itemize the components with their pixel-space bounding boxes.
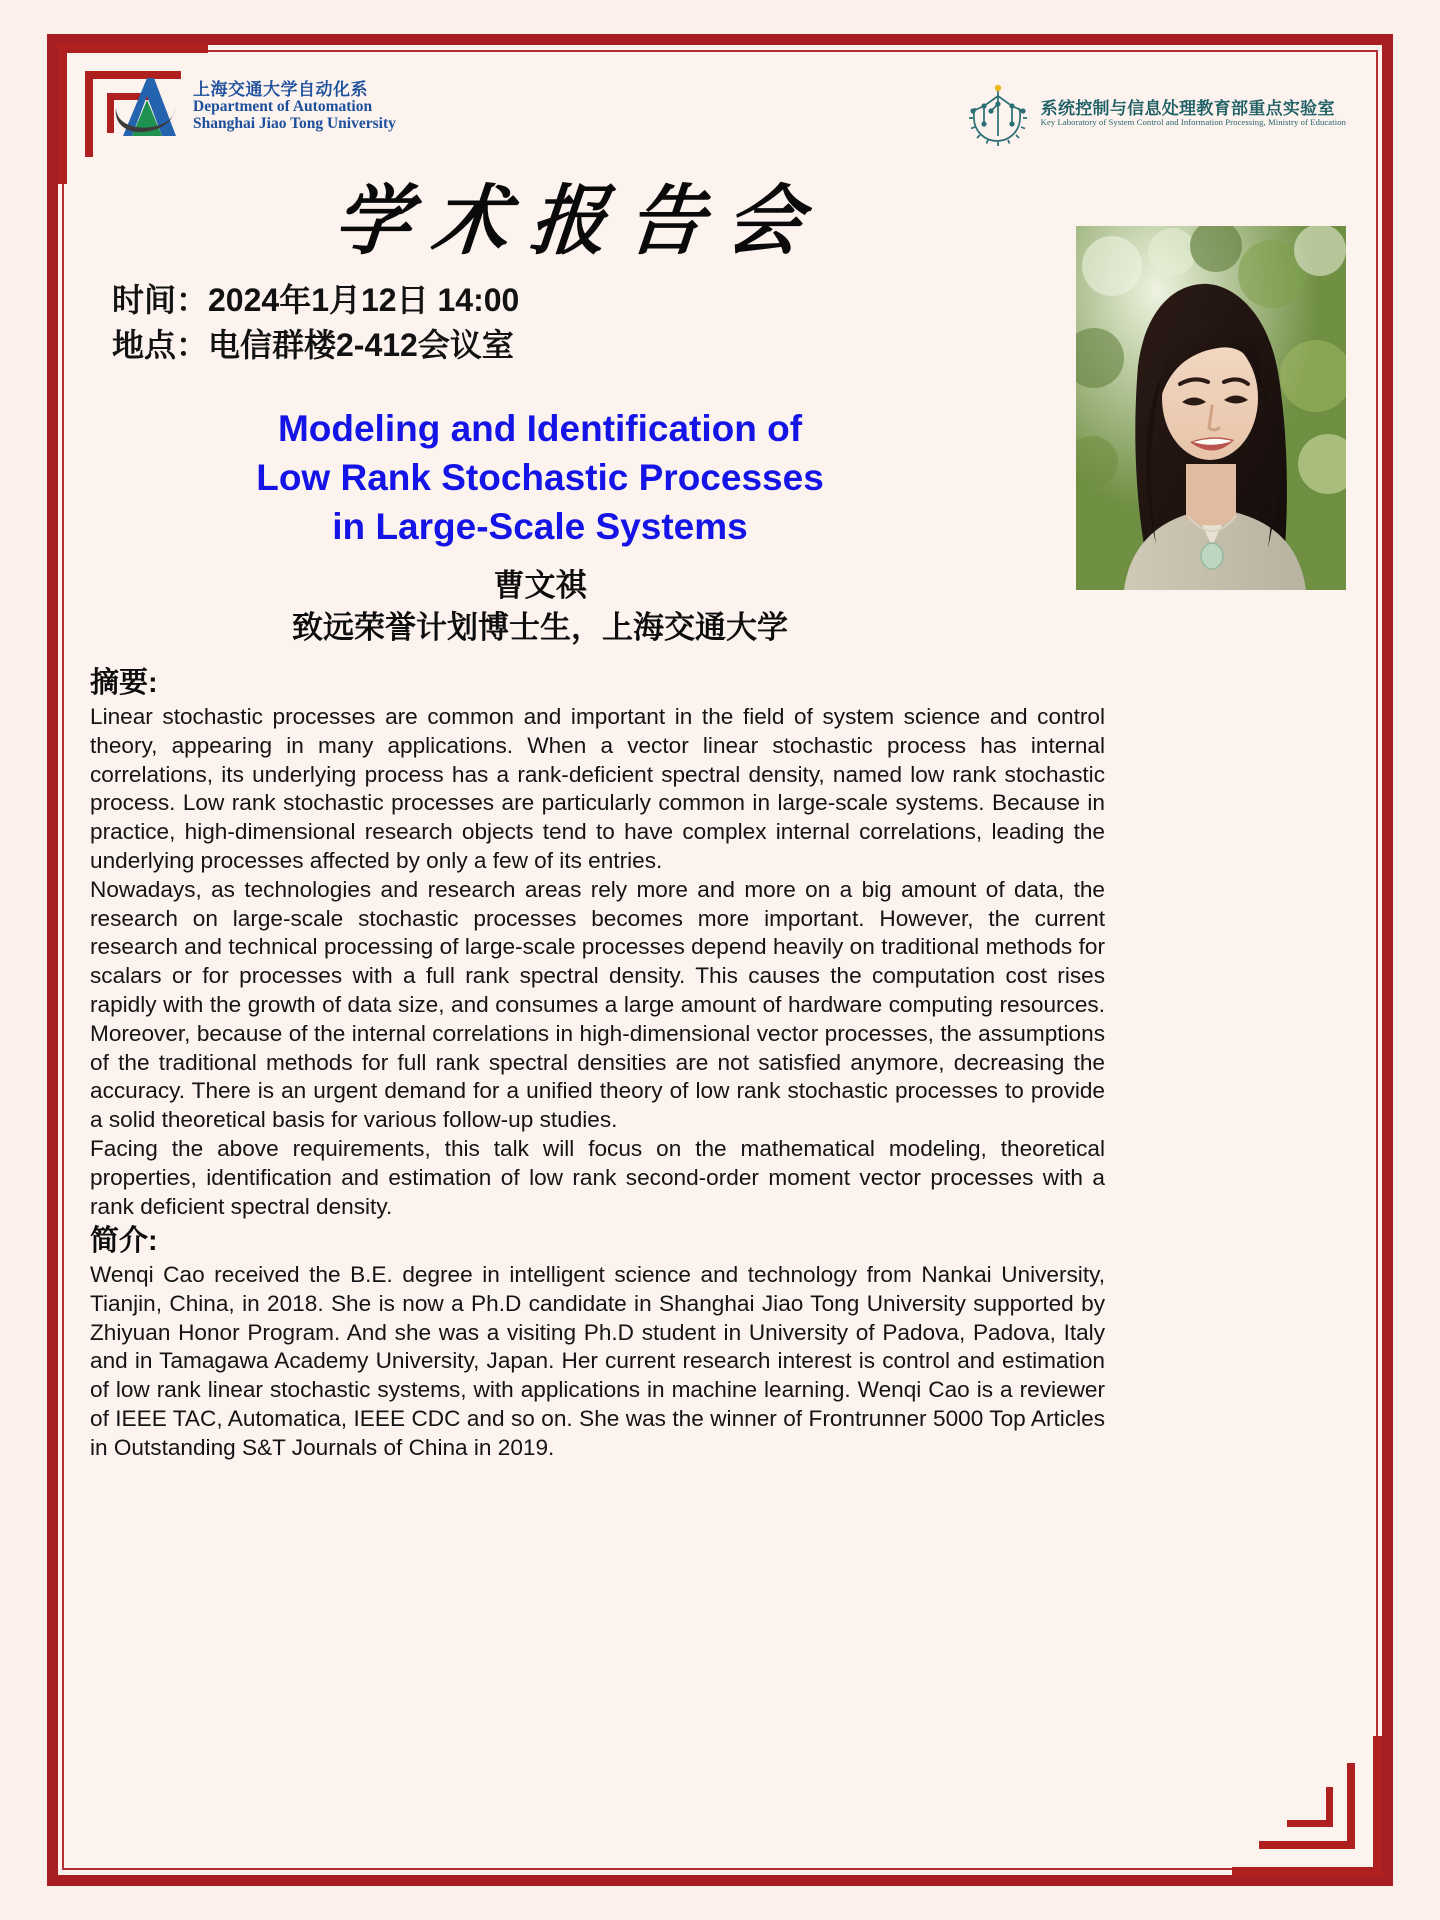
- abstract-body: [90, 703, 1105, 1221]
- sjtu-logo-en-line1: Department of Automation: [193, 98, 373, 116]
- sjtu-logo-en-line2: Shanghai Jiao Tong University: [193, 115, 396, 133]
- sjtu-logo-cn: 上海交通大学自动化系: [193, 80, 368, 100]
- key-lab-logo-en: Key Laboratory of System Control and Information Processing, Ministry of Education: [1040, 116, 1346, 127]
- bio-body: [90, 1261, 1105, 1463]
- speaker-block: [100, 565, 980, 649]
- abstract-paragraph-3: Facing the above requirements, this talk will focus on the mathematical modeling, theoretical properties, identification and estimation of low rank second-order moment vector processes with a rank deficient spectral density.: [90, 1135, 1105, 1219]
- event-meta: [112, 278, 519, 369]
- talk-title-line-1: Modeling and Identification of: [277, 408, 803, 449]
- speaker-name: 曹文祺: [493, 568, 587, 603]
- event-place: 地点：电信群楼2-412会议室: [112, 327, 514, 364]
- speaker-photo: [1076, 226, 1346, 590]
- bio-heading: 简介:: [90, 1225, 158, 1257]
- speaker-portrait-image: [1076, 226, 1346, 590]
- event-time: 时间：2024年1月12日 14:00: [112, 282, 520, 318]
- key-lab-logo-cn: 系统控制与信息处理教育部重点实验室: [1040, 98, 1335, 118]
- abstract-paragraph-1: Linear stochastic processes are common and important in the field of system science and control theory, appearing in many applications. When a vector linear stochastic process has internal correlations, its underlying process has a rank-deficient spectral density, named low rank stochastic process. Low rank stochastic processes are particularly common in large-scale systems. Because in practice, high-dimensional research objects tend to have complex internal correlations, leading the underlying processes affected by only a few of its entries.: [90, 704, 1105, 873]
- sjtu-automation-logo: [110, 74, 396, 140]
- speaker-affiliation: 致远荣誉计划博士生，上海交通大学: [292, 610, 788, 646]
- abstract-heading: 摘要:: [90, 667, 158, 699]
- abstract-paragraph-2: Nowadays, as technologies and research areas rely more and more on a big amount of data, the research on large-scale stochastic processes becomes more important. However, the current research and technical processing of large-scale processes depend heavily on traditional methods for scalars or for processes with a full rank spectral density. This causes the computation cost rises rapidly with the growth of data size, and consumes a large amount of hardware computing resources. Moreover, because of the internal correlations in high-dimensional vector processes, the assumptions of the traditional methods for full rank spectral densities are not satisfied anymore, decreasing the accuracy. There is an urgent demand for a unified theory of low rank stochastic processes to provide a solid theoretical basis for various follow-up studies.: [90, 876, 1105, 1133]
- poster-content: [80, 60, 1360, 1860]
- key-lab-logo: [963, 78, 1346, 148]
- talk-title-line-3: in Large-Scale Systems: [332, 505, 748, 547]
- poster-brush-title: 学术报告会: [330, 176, 829, 265]
- talk-title: [100, 405, 980, 551]
- sjtu-automation-logo-icon: [110, 74, 184, 140]
- key-lab-gear-network-icon: [963, 78, 1033, 148]
- bio-section: [90, 1218, 1105, 1463]
- bio-paragraph-1: Wenqi Cao received the B.E. degree in intelligent science and technology from Nankai University, Tianjin, China, in 2018. She is now a Ph.D candidate in Shanghai Jiao Tong University supported by Zhiyuan Honor Program. And she was a visiting Ph.D student in University of Padova, Padova, Italy and in Tamagawa Academy University, Japan. Her current research interest is control and estimation of low rank linear stochastic systems, with applications in machine learning. Wenqi Cao is a reviewer of IEEE TAC, Automatica, IEEE CDC and so on. She was the winner of Frontrunner 5000 Top Articles in Outstanding S&T Journals of China in 2019.: [90, 1262, 1105, 1460]
- abstract-section: [90, 660, 1105, 1221]
- talk-title-line-2: Low Rank Stochastic Processes: [256, 456, 824, 498]
- logo-bar: [80, 70, 1360, 162]
